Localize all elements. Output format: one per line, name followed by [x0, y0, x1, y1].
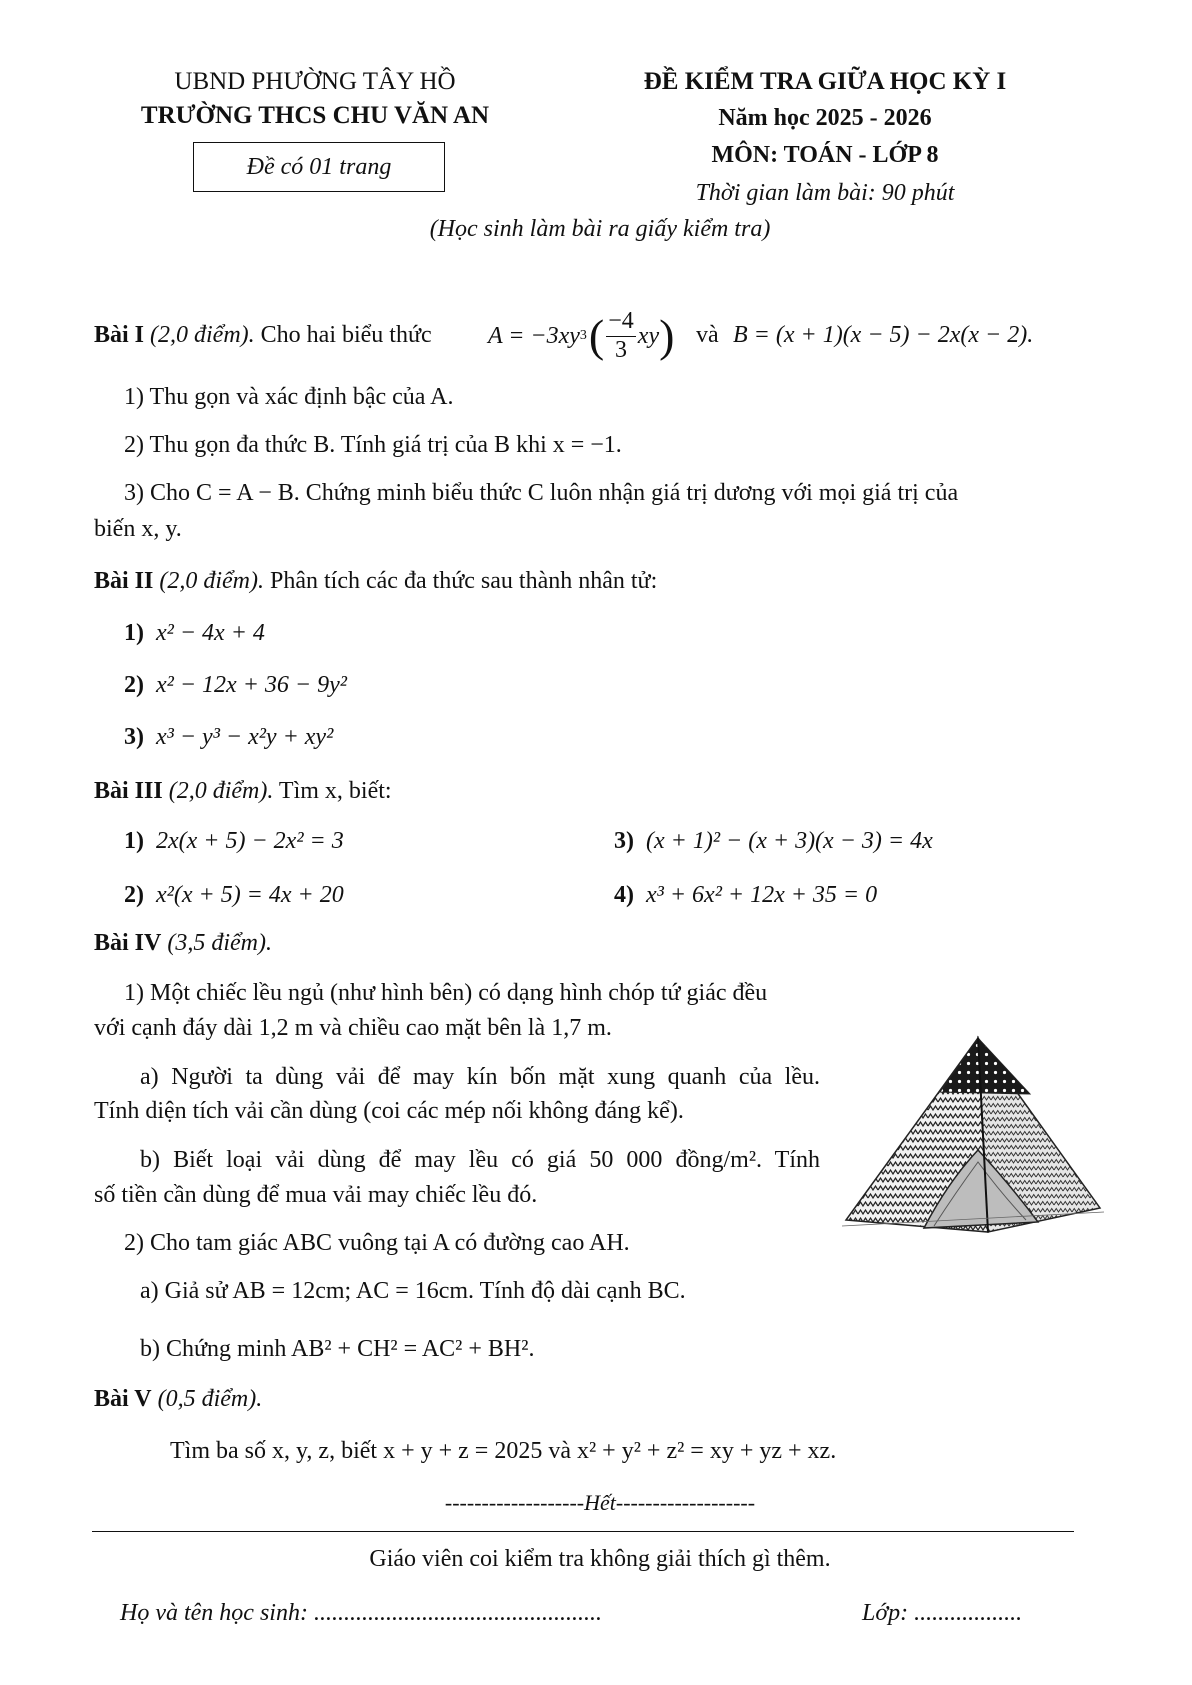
- tent-image: [838, 1032, 1106, 1244]
- bai4-points: (3,5 điểm).: [167, 930, 272, 956]
- and-word: và: [696, 322, 719, 348]
- duration: Thời gian làm bài: 90 phút: [695, 180, 955, 206]
- bai1-q1: 1) Thu gọn và xác định bậc của A.: [124, 384, 454, 410]
- bai5-text: Tìm ba số x, y, z, biết x + y + z = 2025 và x² + y² + z² = xy + yz + xz.: [170, 1438, 837, 1464]
- subject: MÔN: TOÁN - LỚP 8: [711, 142, 939, 168]
- bai1-heading: [94, 322, 432, 349]
- item-expr: x² − 12x + 36 − 9y²: [156, 672, 347, 698]
- bai2-title: Bài II: [94, 568, 154, 594]
- bai2-heading: [94, 568, 657, 595]
- bai4-b-line1: b) Biết loại vải dùng để may lều có giá 50 000 đồng/m². Tính: [140, 1147, 820, 1173]
- bai1-intro: Cho hai biểu thức: [260, 322, 432, 348]
- bai3-heading: [94, 778, 392, 805]
- bai4-heading: [94, 930, 272, 957]
- bai3-item: [124, 828, 344, 855]
- bai5-points: (0,5 điểm).: [157, 1386, 263, 1412]
- bai5-title: Bài V: [94, 1386, 152, 1412]
- expression-b: B = (x + 1)(x − 5) − 2x(x − 2).: [733, 322, 1034, 348]
- bai4-p1-line2: với cạnh đáy dài 1,2 m và chiều cao mặt bên là 1,7 m.: [94, 1015, 612, 1041]
- exam-title: ĐỀ KIỂM TRA GIỮA HỌC KỲ I: [643, 68, 1007, 95]
- bai4-p2: 2) Cho tam giác ABC vuông tại A có đường cao AH.: [124, 1230, 630, 1256]
- bai3-intro: Tìm x, biết:: [278, 778, 392, 804]
- bai2-item: [124, 724, 333, 751]
- bai4-title: Bài IV: [94, 930, 162, 956]
- bai1-q3-line2: biến x, y.: [94, 516, 182, 542]
- left-paren: (: [588, 310, 605, 361]
- item-expr: 2x(x + 5) − 2x² = 3: [156, 828, 344, 854]
- bai1-q3-line1: 3) Cho C = A − B. Chứng minh biểu thức C luôn nhận giá trị dương với mọi giá trị của: [124, 480, 959, 506]
- footer-note: Giáo viên coi kiểm tra không giải thích gì thêm.: [369, 1546, 831, 1572]
- bai4-b-line2: số tiền cần dùng để mua vải may chiếc lều đó.: [94, 1182, 538, 1208]
- bai1-q2: 2) Thu gọn đa thức B. Tính giá trị của B khi x = −1.: [124, 432, 622, 458]
- bai2-item: [124, 672, 347, 699]
- bai3-item: [614, 828, 933, 855]
- pages-note-box: [193, 142, 445, 192]
- bai4-a-line2: Tính diện tích vải cần dùng (coi các mép nối không đáng kể).: [94, 1098, 684, 1124]
- item-number: 1): [124, 620, 144, 646]
- bai4-p2a: a) Giả sử AB = 12cm; AC = 16cm. Tính độ dài cạnh BC.: [140, 1278, 686, 1304]
- bai4-p2b: b) Chứng minh AB² + CH² = AC² + BH².: [140, 1336, 535, 1362]
- item-expr: x³ − y³ − x²y + xy²: [156, 724, 334, 750]
- pages-note: Đề có 01 trang: [246, 153, 392, 180]
- bai3-item: [124, 882, 344, 909]
- student-name-label: Họ và tên học sinh: ................................................: [120, 1600, 602, 1626]
- bai3-title: Bài III: [94, 778, 163, 804]
- tent-top-panel: [940, 1038, 1030, 1094]
- fraction: [606, 308, 636, 364]
- bai1-title: Bài I: [94, 322, 145, 348]
- footer-divider: [92, 1531, 1074, 1532]
- item-number: 3): [124, 724, 144, 750]
- item-number: 2): [124, 672, 144, 698]
- expr-a-tail: xy: [637, 322, 660, 349]
- bai2-intro: Phân tích các đa thức sau thành nhân tử:: [270, 568, 658, 594]
- school-name: TRƯỜNG THCS CHU VĂN AN: [140, 102, 490, 129]
- item-number: 1): [124, 828, 144, 854]
- bai2-item: [124, 620, 265, 647]
- bai1-points: (2,0 điểm).: [150, 322, 255, 348]
- item-number: 3): [614, 828, 634, 854]
- class-label: Lớp: ..................: [862, 1600, 1023, 1626]
- end-mark: -------------------Hết-------------------: [444, 1490, 756, 1515]
- bai5-heading: [94, 1386, 262, 1413]
- expression-a: [488, 303, 674, 369]
- item-expr: x²(x + 5) = 4x + 20: [156, 882, 344, 908]
- item-number: 2): [124, 882, 144, 908]
- expr-a-exp: 3: [579, 328, 587, 343]
- item-expr: x³ + 6x² + 12x + 35 = 0: [646, 882, 878, 908]
- item-number: 4): [614, 882, 634, 908]
- frac-num: −4: [606, 308, 636, 337]
- instruction: (Học sinh làm bài ra giấy kiểm tra): [429, 216, 771, 242]
- bai2-points: (2,0 điểm).: [159, 568, 264, 594]
- frac-den: 3: [615, 336, 628, 363]
- item-expr: (x + 1)² − (x + 3)(x − 3) = 4x: [646, 828, 933, 854]
- right-paren: ): [659, 310, 675, 361]
- bai3-points: (2,0 điểm).: [168, 778, 274, 804]
- item-expr: x² − 4x + 4: [156, 620, 265, 646]
- ward-name: UBND PHƯỜNG TÂY HỒ: [174, 68, 456, 95]
- bai4-a-line1: a) Người ta dùng vải để may kín bốn mặt xung quanh của lều.: [140, 1064, 820, 1090]
- bai4-p1-line1: 1) Một chiếc lều ngủ (như hình bên) có dạng hình chóp tứ giác đều: [124, 980, 768, 1006]
- expr-a-lhs: A = −3xy: [488, 322, 580, 349]
- bai3-item: [614, 882, 877, 909]
- school-year: Năm học 2025 - 2026: [718, 105, 932, 131]
